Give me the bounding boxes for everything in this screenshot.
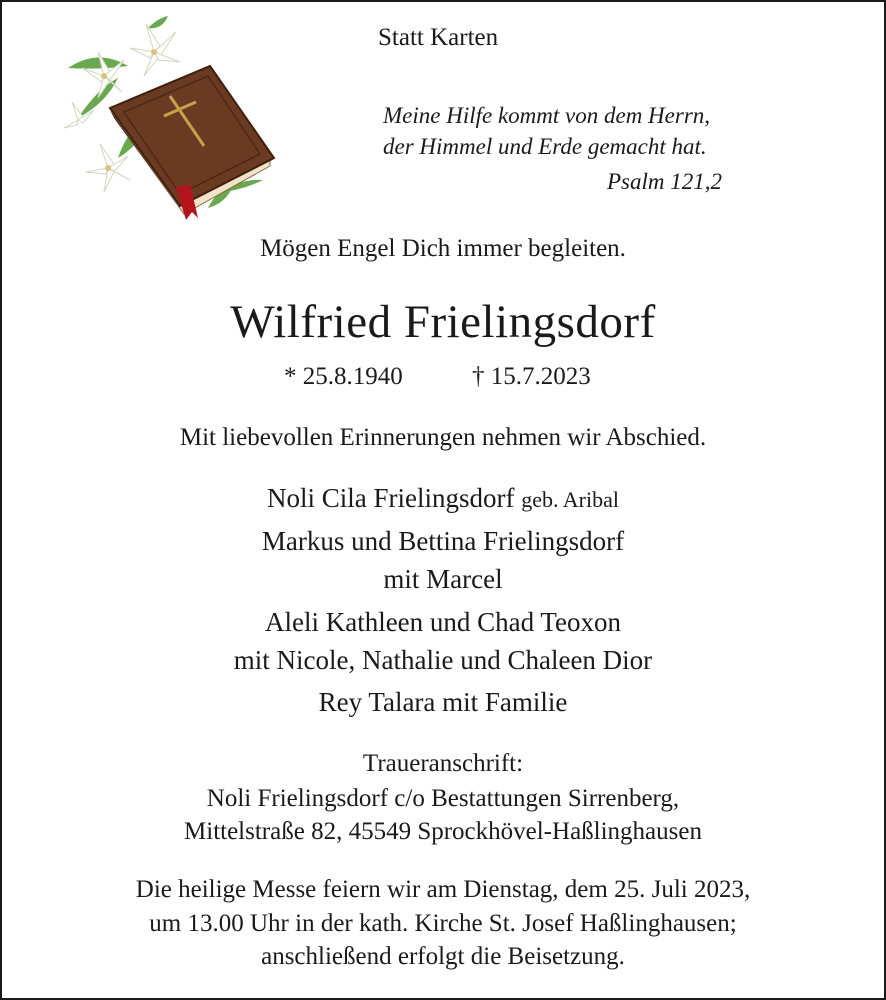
psalm-line-1: Meine Hilfe kommt von dem Herrn, — [383, 103, 711, 128]
mourner-family-2: Aleli Kathleen und Chad Teoxon — [264, 607, 622, 637]
service-line-1: Die heilige Messe feiern wir am Dienstag, dem 25. Juli 2023, — [135, 876, 751, 903]
deceased-name: Wilfried Frielingsdorf — [230, 296, 656, 348]
mourner-spouse-name: Noli Cila Frielingsdorf — [267, 483, 515, 513]
farewell-line: Mit liebevollen Erinnerungen nehmen wir Abschied. — [179, 424, 707, 451]
death-date: † 15.7.2023 — [472, 363, 591, 390]
address-line-1: Noli Frielingsdorf c/o Bestattungen Sirrenberg, — [206, 785, 680, 812]
address-line-2: Mittelstraße 82, 45549 Sprockhövel-Haßlinghausen — [184, 818, 702, 845]
mourner-family-1-children: mit Marcel — [383, 564, 503, 594]
mourner-family-2-children: mit Nicole, Nathalie und Chaleen Dior — [233, 645, 653, 675]
mourner-family-1: Markus und Bettina Frielingsdorf — [261, 526, 625, 556]
address-label: Traueranschrift: — [362, 750, 524, 777]
service-line-3: anschließend erfolgt die Beisetzung. — [261, 943, 625, 970]
birth-date: * 25.8.1940 — [284, 363, 403, 390]
mourner-spouse — [2, 483, 884, 514]
blessing-line: Mögen Engel Dich immer begleiten. — [260, 235, 626, 262]
bible-with-lilies-icon — [58, 8, 288, 222]
mourner-spouse-maiden-name: geb. Aribal — [521, 487, 619, 512]
header-label: Statt Karten — [378, 24, 499, 51]
service-line-2: um 13.00 Uhr in der kath. Kirche St. Josef Haßlinghausen; — [149, 910, 737, 937]
psalm-reference: Psalm 121,2 — [607, 169, 722, 194]
mourner-family-3: Rey Talara mit Familie — [318, 687, 568, 717]
psalm-line-2: der Himmel und Erde gemacht hat. — [383, 134, 707, 159]
